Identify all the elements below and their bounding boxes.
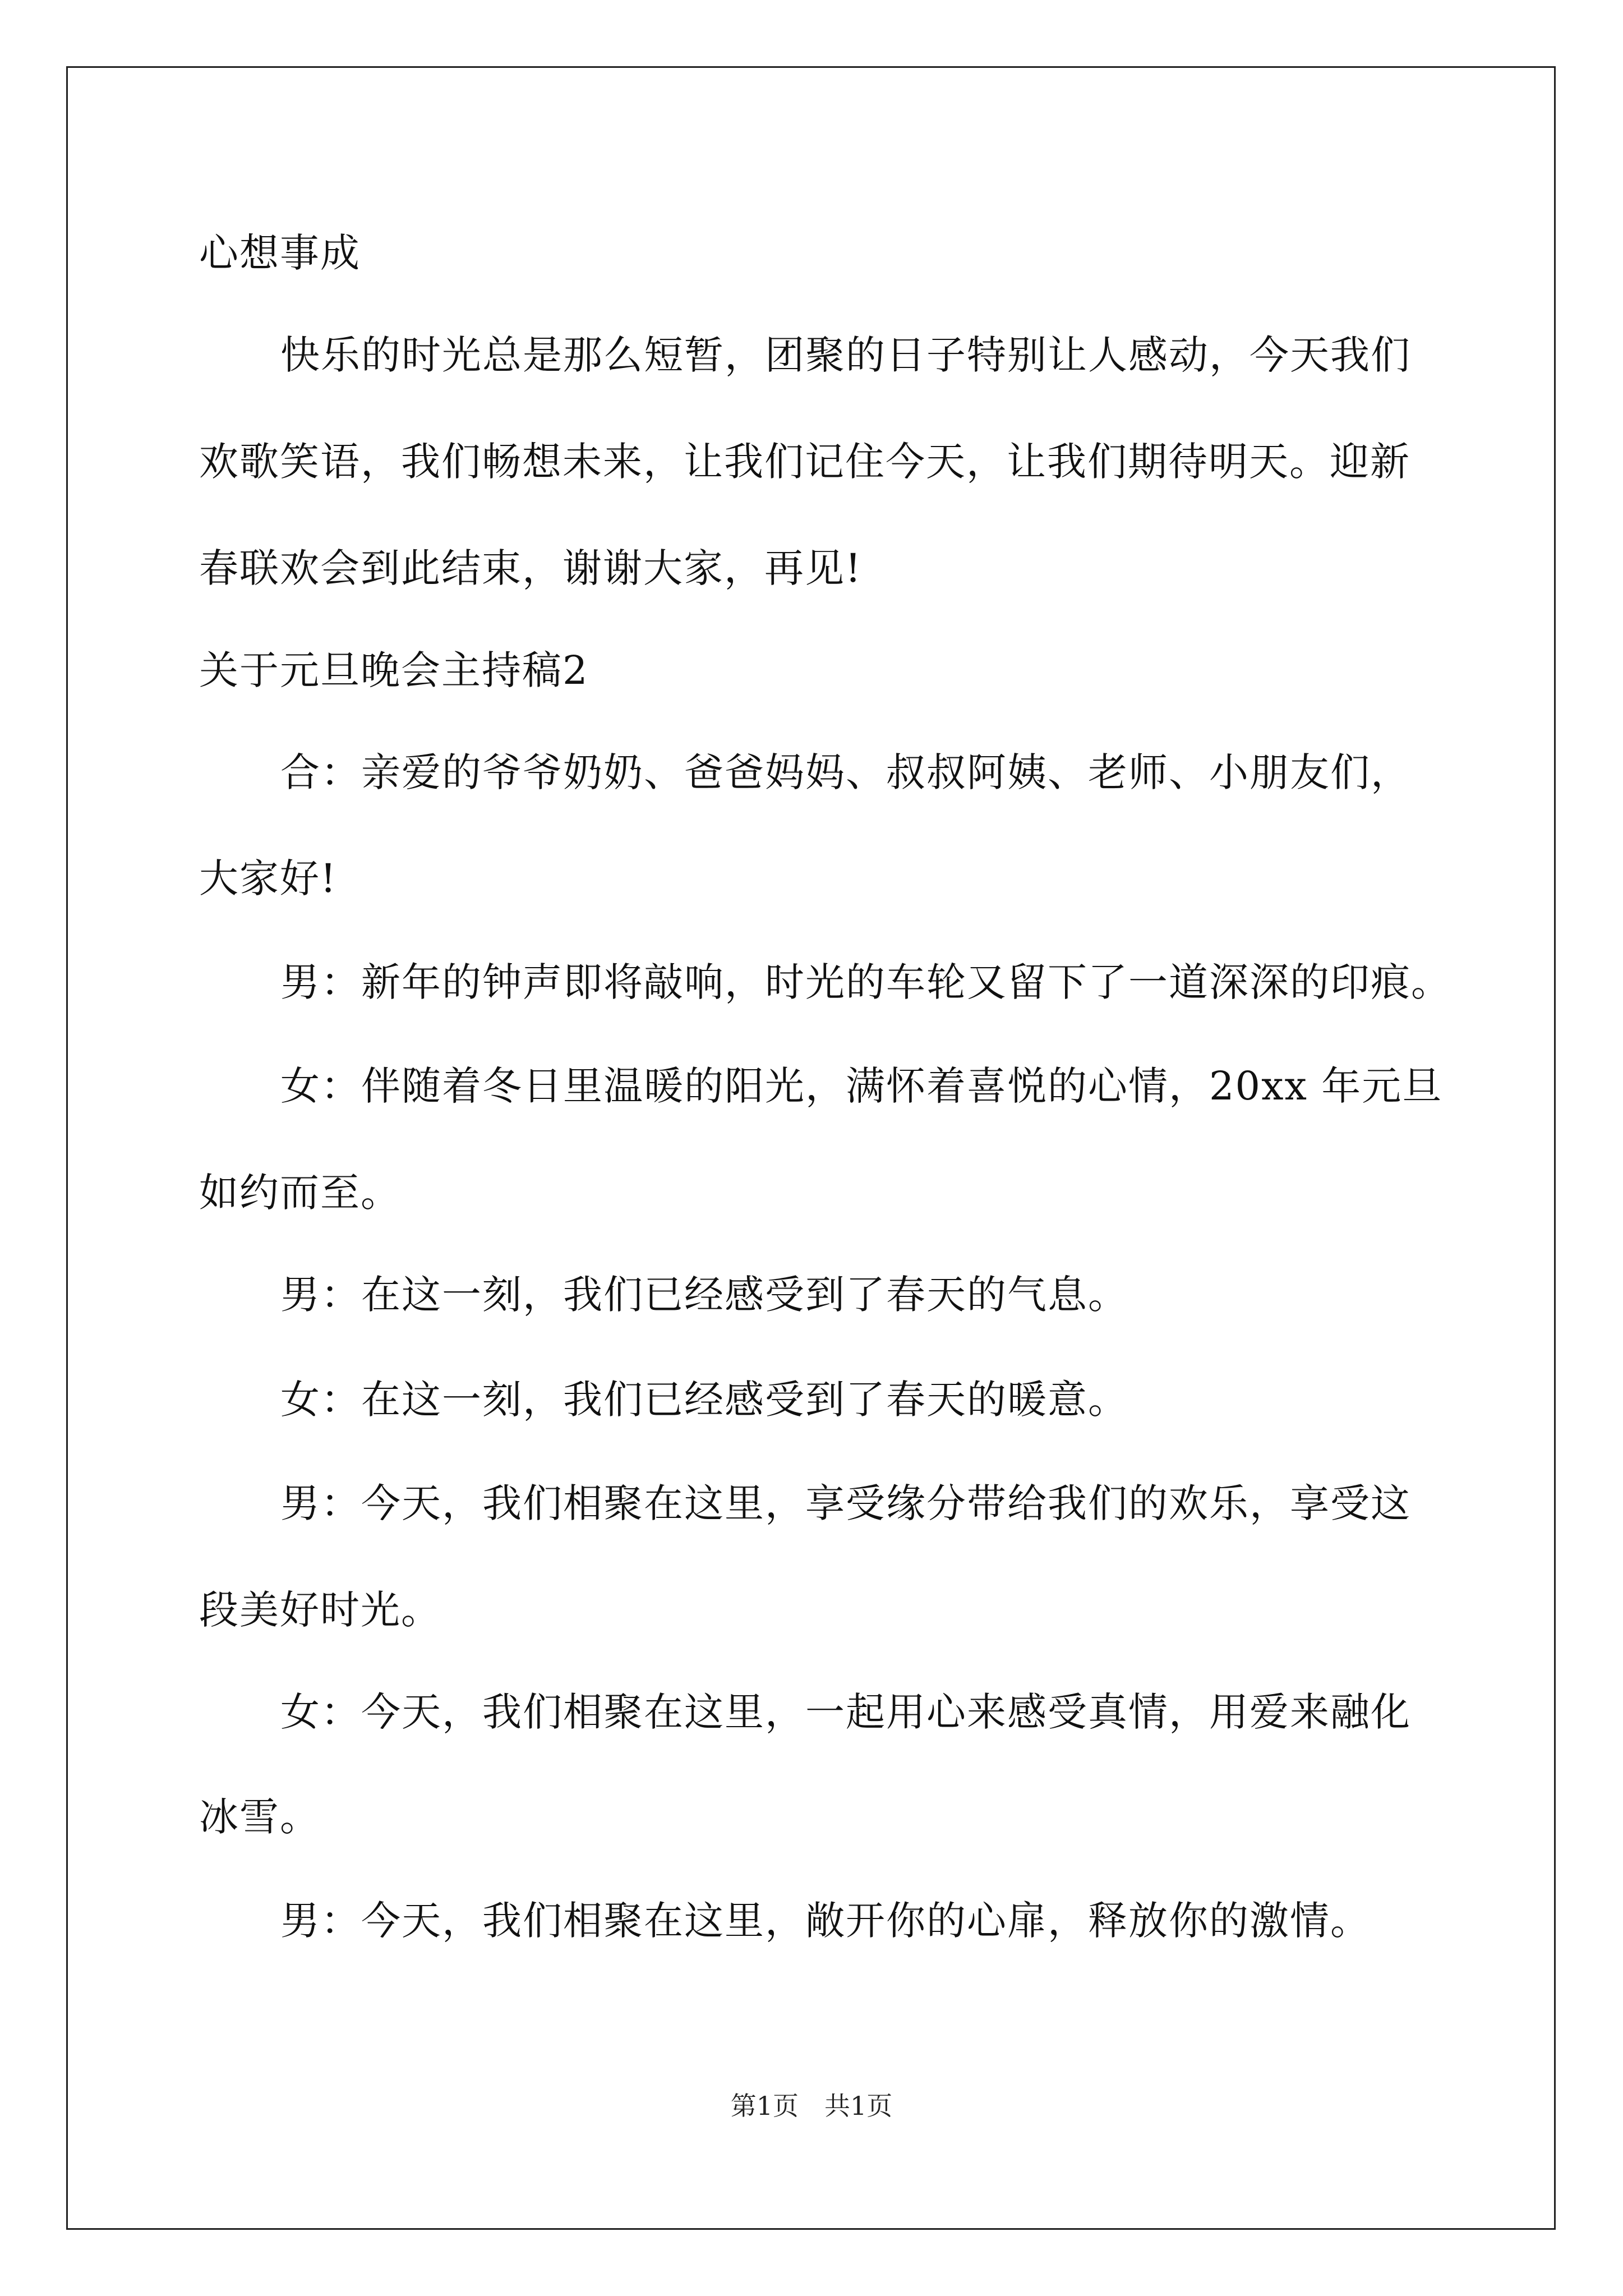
text-line-paragraph-start: 快乐的时光总是那么短暂，团聚的日子特别让人感动，今天我们 [280,332,1411,378]
text-line: 段美好时光。 [199,1587,441,1633]
text-line-paragraph-start: 女：在这一刻，我们已经感受到了春天的暖意。 [280,1377,1128,1423]
text-line-paragraph-start: 男：今天，我们相聚在这里，享受缘分带给我们的欢乐，享受这 [280,1480,1411,1526]
text-line-paragraph-start: 男：在这一刻，我们已经感受到了春天的气息。 [280,1272,1128,1318]
text-line: 大家好! [199,855,338,901]
text-line-paragraph-start: 男：今天，我们相聚在这里，敞开你的心扉，释放你的激情。 [280,1898,1371,1944]
page-number-footer: 第1页 共1页 [730,2091,893,2121]
section-heading: 关于元旦晚会主持稿2 [199,647,589,693]
text-line: 春联欢会到此结束，谢谢大家，再见! [199,545,863,591]
text-line-paragraph-start: 合：亲爱的爷爷奶奶、爸爸妈妈、叔叔阿姨、老师、小朋友们， [280,749,1411,795]
text-line: 冰雪。 [199,1794,320,1840]
text-line-closing-phrase: 心想事成 [199,230,361,276]
text-line: 欢歌笑语，我们畅想未来，让我们记住今天，让我们期待明天。迎新 [199,439,1410,485]
text-line-paragraph-start: 女：今天，我们相聚在这里，一起用心来感受真情，用爱来融化 [280,1689,1411,1735]
text-line-paragraph-start: 女：伴随着冬日里温暖的阳光，满怀着喜悦的心情，20xx 年元旦 [280,1063,1443,1109]
text-line-paragraph-start: 男：新年的钟声即将敲响，时光的车轮又留下了一道深深的印痕。 [280,959,1451,1005]
text-line: 如约而至。 [199,1170,401,1216]
